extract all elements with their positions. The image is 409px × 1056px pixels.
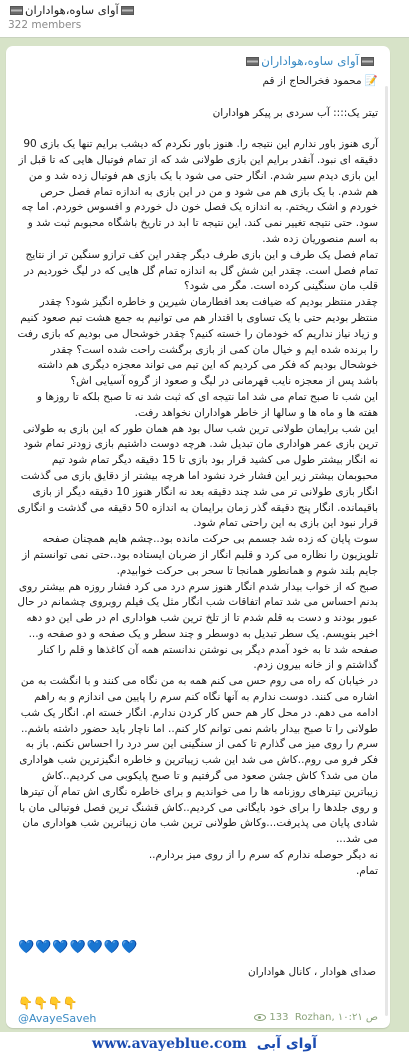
eye-icon (254, 1014, 266, 1021)
chat-title (8, 3, 409, 18)
message-time: ۱۰:۲۱ ص (337, 1012, 378, 1023)
site-url: www.avayeblue.com (92, 1036, 247, 1052)
scrollbar[interactable] (385, 86, 388, 1016)
flag-icon (121, 6, 134, 15)
chat-header[interactable] (0, 0, 409, 38)
message-text: 📝 محمود فخرالحاج از قم تیتر یک:::: آب سردی بر پیکر هواداران آری هنوز باور ندارم این نتیجه را. هنوز باور نکردم که دیشب برایم تنها یک بازی 90 دقیقه ای نبود. آنقدر برایم این بازی طولانی شد که از تمام فوتبال هایی که تا قبل از این بازی دیدم سیر شدم. انگار حتی می شود با یک بازی هم فوتبال زده شد و من هم شدم. با یک بازی هم می شود و من در این بازی به اندازه تمام فصل حرص خوردم و اشک ریختم. به اندازه یک فصل خون دل خوردم و افسوس خوردم. اما چه سود. حتی نتیجه تغییر نمی کند. این نتیجه تا ابد در تاریخ باشگاه محبوبم ثبت شد و به اسم منصوریان زده شد. تمام فصل یک طرف و این بازی طرف دیگر چقدر این کف ترازو سنگین تر از نتایج تمام فصل است. چقدر این شش گل به اندازه تمام گل هایی که در لیگ خوردیم در قلب مان سنگینی کرده است. مگر می شود؟ چقدر منتظر بودیم که ضیافت بعد افطارمان شیرین و خاطره انگیز شود؟ چقدر منتظر بودیم حتی با یک تساوی با اقتدار هم می توانیم به جمع هشت تیم صعود کنیم و زیاد نیاز نداریم که خودمان را خسته کنیم؟ چقدر خوشحال می بودیم که بازی رفت را برنده شده ایم و خیال مان کمی از بازی برگشت راحت شده است؟ چقدر خوشحال بودیم که فکر می کردیم که این تیم می تواند معجزه دیگری هم داشته باشد پس از معجزه نایب قهرمانی در لیگ و صعود از گروه آسیایی اش؟ این شب تا صبح تمام می شد اما نتیجه ای که ثبت شد نه تا صبح بلکه تا روزها و هفته ها و ماه ها و سالها از خاطر هواداران نخواهد رفت. این شب برایمان طولانی ترین شب سال بود هم همان طور که این بازی به طولانی ترین بازی عمر هواداری مان تبدیل شد. هرچه دوست داشتیم بازی زودتر تمام شود نه انگار بیشتر طول می کشید قرار بود بازی تا 15 دقیقه دیگر تمام شود تیم محبوبمان بیشتر زیر این فشار خرد نشود اما هرچه بیشتر از دقایق بازی می گذشت انگار بازی طولانی تر می شد چند دقیقه بعد نه انگار هنوز 10 دقیقه دیگر از بازی باقیمانده. انگار پنج دقیقه گذر زمان برایمان به اندازه 50 دقیقه می گذشت و انگاری قرار نبود این بازی به این راحتی تمام شود. سوت پایان که زده شد جسمم بی حرکت مانده بود..چشم هایم همچنان صفحه تلویزیون را نظاره می کرد و قلبم انگار از ضربان ایستاده بود..حتی نمی توانستم از جایم بلند شوم و همانطور همانجا تا سحر بی حرکت خوابیدم. صبح که از خواب بیدار شدم انگار هنوز سرم درد می کرد فشار روزه هم بیشتر روی بدنم احساس می شد تمام اتفاقات شب انگار مثل یک فیلم روبروی چشمانم در حال عبور بودند و دست به قلم شدم تا از تلخ ترین شب هواداری ام در طی این دو دهه اخیر بنویسم. یک سطر تبدیل به دوسطر و چند سطر و یک صفحه و دو صفحه و... صفحه شد تا به خود آمدم دیگر بی نوشتن ندانستم همه آن کاغذها و قلم را کنار گذاشتم و از خانه بیرون زدم. در خیابان که راه می روم حس می کنم همه به من نگاه می کنند و با انگشت به من اشاره می کنند. دوست ندارم به آنها نگاه کنم سرم را پایین می اندازم و به راهم ادامه می دهم. در محل کار هم حس کار کردن ندارم. انگار خسته ام. انگار یک شب طولانی را تا صبح بیدار باشم نمی توانم کار کنم.. اما ناچار باید حضور داشته باشم.. سرم را روی میز می گذارم تا کمی از سنگینی این سر درد را احساس نکنم. باز به فکر فرو می روم..کاش می شد این شب زیباترین و خاطره انگیزترین شب هواداری مان می شد؟ کاش جشن صعود می گرفتیم و تا صبح پایکوبی می کردیم..کاش زیباترین تیترهای روزنامه ها را می خواندیم و برای خاطره نگاری اش تمام آن تیترها و روی جلدها را برای خود بایگانی می کردیم..کاش قشنگ ترین فصل فوتبالی مان با شادی پایان می پذیرفت...وکاش طولانی ترین شب مان زیباترین شب هواداری مان می شد... نه دیگر حوصله ندارم که سرم را از روی میز بردارم.. تمام. (17, 75, 378, 877)
message-meta: 133 Rozhan, ۱۰:۲۱ ص (254, 1012, 378, 1023)
member-count: 322 members (8, 19, 82, 31)
forwarded-channel-name[interactable] (244, 54, 376, 68)
site-brand: آوای آبی (256, 1036, 317, 1052)
channel-name-text: آوای ساوه،هواداران (261, 54, 359, 68)
message-signature: صدای هوادار ، کانال هواداران (248, 966, 376, 978)
watermark-footer (0, 1032, 409, 1056)
pointing-down-emojis: 👇👇👇👇 (18, 996, 78, 1010)
flag-icon (246, 57, 259, 66)
heart-emojis: 💙💙💙💙💙💙💙 (18, 940, 139, 955)
view-count: 133 (269, 1012, 289, 1023)
flag-icon (361, 57, 374, 66)
channel-mention-link[interactable]: @AvayeSaveh (18, 1012, 97, 1025)
author-name: Rozhan (294, 1012, 332, 1023)
message-bubble[interactable] (6, 46, 390, 1028)
flag-icon (10, 6, 23, 15)
chat-title-text: آوای ساوه،هواداران (25, 3, 119, 17)
